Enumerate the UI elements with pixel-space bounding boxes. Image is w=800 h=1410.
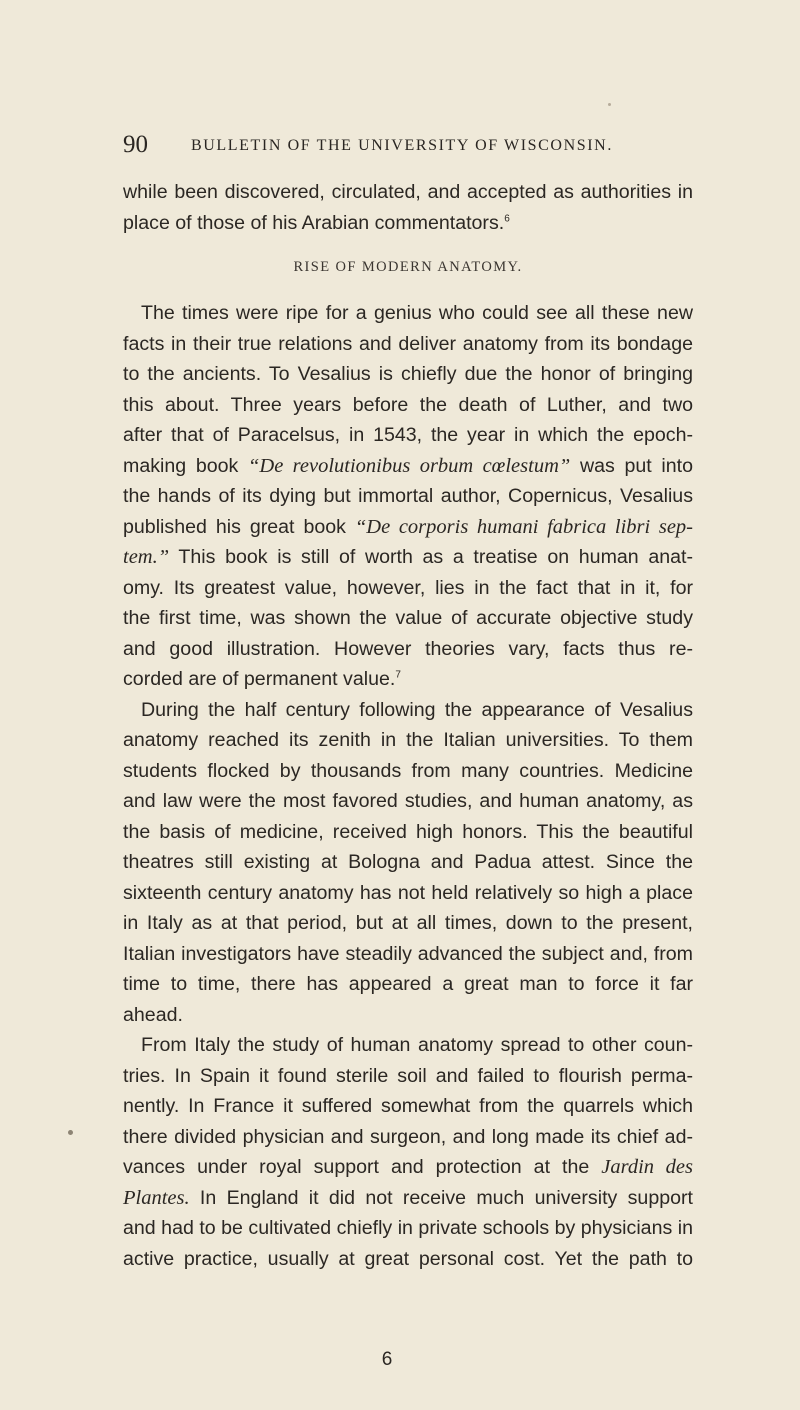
text-line: students flocked by thousands from many countries. Medicine [123, 759, 693, 782]
text-line: in Italy as at that period, but at all times, down to the present, [123, 912, 693, 934]
text-line: anatomy reached its zenith in the Italian universities. To them [123, 729, 693, 751]
body-text [123, 177, 693, 1274]
section-heading: RISE OF MODERN ANATOMY. [293, 259, 523, 275]
text-line [123, 512, 693, 543]
text-line [123, 664, 693, 695]
paper-speck [608, 103, 611, 106]
signature-mark: 6 [381, 1349, 393, 1370]
text-line: Italian investigators have steadily advanced the subject and, from [123, 942, 693, 965]
text-line: active practice, usually at great personal cost. Yet the path to [123, 1247, 693, 1270]
page-number: 90 [123, 131, 148, 158]
text-line [123, 208, 693, 239]
text-line: time to time, there has appeared a great man to force it far [123, 973, 693, 995]
text-run: In England it did not receive much university support [189, 1186, 693, 1209]
text-line: while been discovered, circulated, and accepted as authorities in [123, 181, 693, 203]
text-line: and law were the most favored studies, and human anatomy, as [123, 790, 693, 812]
text-line-content: corded are of permanent value. [123, 668, 396, 690]
text-line: sixteenth century anatomy has not held relatively so high a place [123, 881, 693, 904]
text-line: ahead. [123, 1003, 183, 1026]
text-line [123, 1152, 693, 1183]
text-line: after that of Paracelsus, in 1543, the year in which the epoch- [123, 424, 693, 446]
text-run: was put into [570, 454, 693, 477]
place-name: Jardin des [601, 1156, 694, 1178]
text-line: facts in their true relations and deliver anatomy from its bondage [123, 332, 693, 355]
margin-mark [68, 1130, 73, 1135]
text-line: theatres still existing at Bologna and Padua attest. Since the [123, 851, 693, 873]
text-line: there divided physician and surgeon, and long made its chief ad- [123, 1125, 693, 1148]
text-line: and good illustration. However theories vary, facts thus re- [123, 637, 693, 660]
text-line: tries. In Spain it found sterile soil and failed to flourish perma- [123, 1064, 693, 1087]
running-head: BULLETIN OF THE UNIVERSITY OF WISCONSIN. [191, 137, 613, 154]
text-line-content: place of those of his Arabian commentators. [123, 211, 505, 234]
text-line: the hands of its dying but immortal author, Copernicus, Vesalius [123, 485, 693, 507]
text-line: this about. Three years before the death of Luther, and two [123, 393, 693, 416]
book-title: “De corporis humani fabrica libri sep- [354, 515, 694, 538]
text-line: to the ancients. To Vesalius is chiefly due the honor of bringing [123, 363, 693, 385]
text-line: the first time, was shown the value of accurate objective study [123, 607, 693, 629]
text-line: and had to be cultivated chiefly in private schools by physicians in [123, 1217, 693, 1239]
book-title: “De revolutionibus orbum cœlestum” [248, 454, 571, 477]
book-title: tem.” [123, 546, 170, 568]
text-line: omy. Its greatest value, however, lies in the fact that in it, for [123, 576, 693, 599]
page-header [123, 130, 693, 160]
text-run: vances under royal support and protection at the [123, 1156, 590, 1178]
text-line: nently. In France it suffered somewhat from the quarrels which [123, 1095, 693, 1117]
footnote-marker: 6 [504, 212, 510, 224]
text-line: From Italy the study of human anatomy spread to other coun- [141, 1034, 693, 1056]
footnote-marker: 7 [395, 669, 401, 681]
place-name: Plantes. [123, 1186, 190, 1209]
text-run: This book is still of worth as a treatise on human anat- [169, 546, 693, 568]
text-line [123, 542, 693, 573]
text-line [123, 1183, 693, 1214]
text-line: The times were ripe for a genius who could see all these new [141, 302, 693, 324]
text-line [123, 451, 693, 482]
text-run: published his great book [123, 515, 355, 538]
text-run: making book [123, 454, 248, 477]
text-line: the basis of medicine, received high honors. This the beautiful [123, 820, 693, 843]
text-line: During the half century following the appearance of Vesalius [141, 698, 693, 721]
